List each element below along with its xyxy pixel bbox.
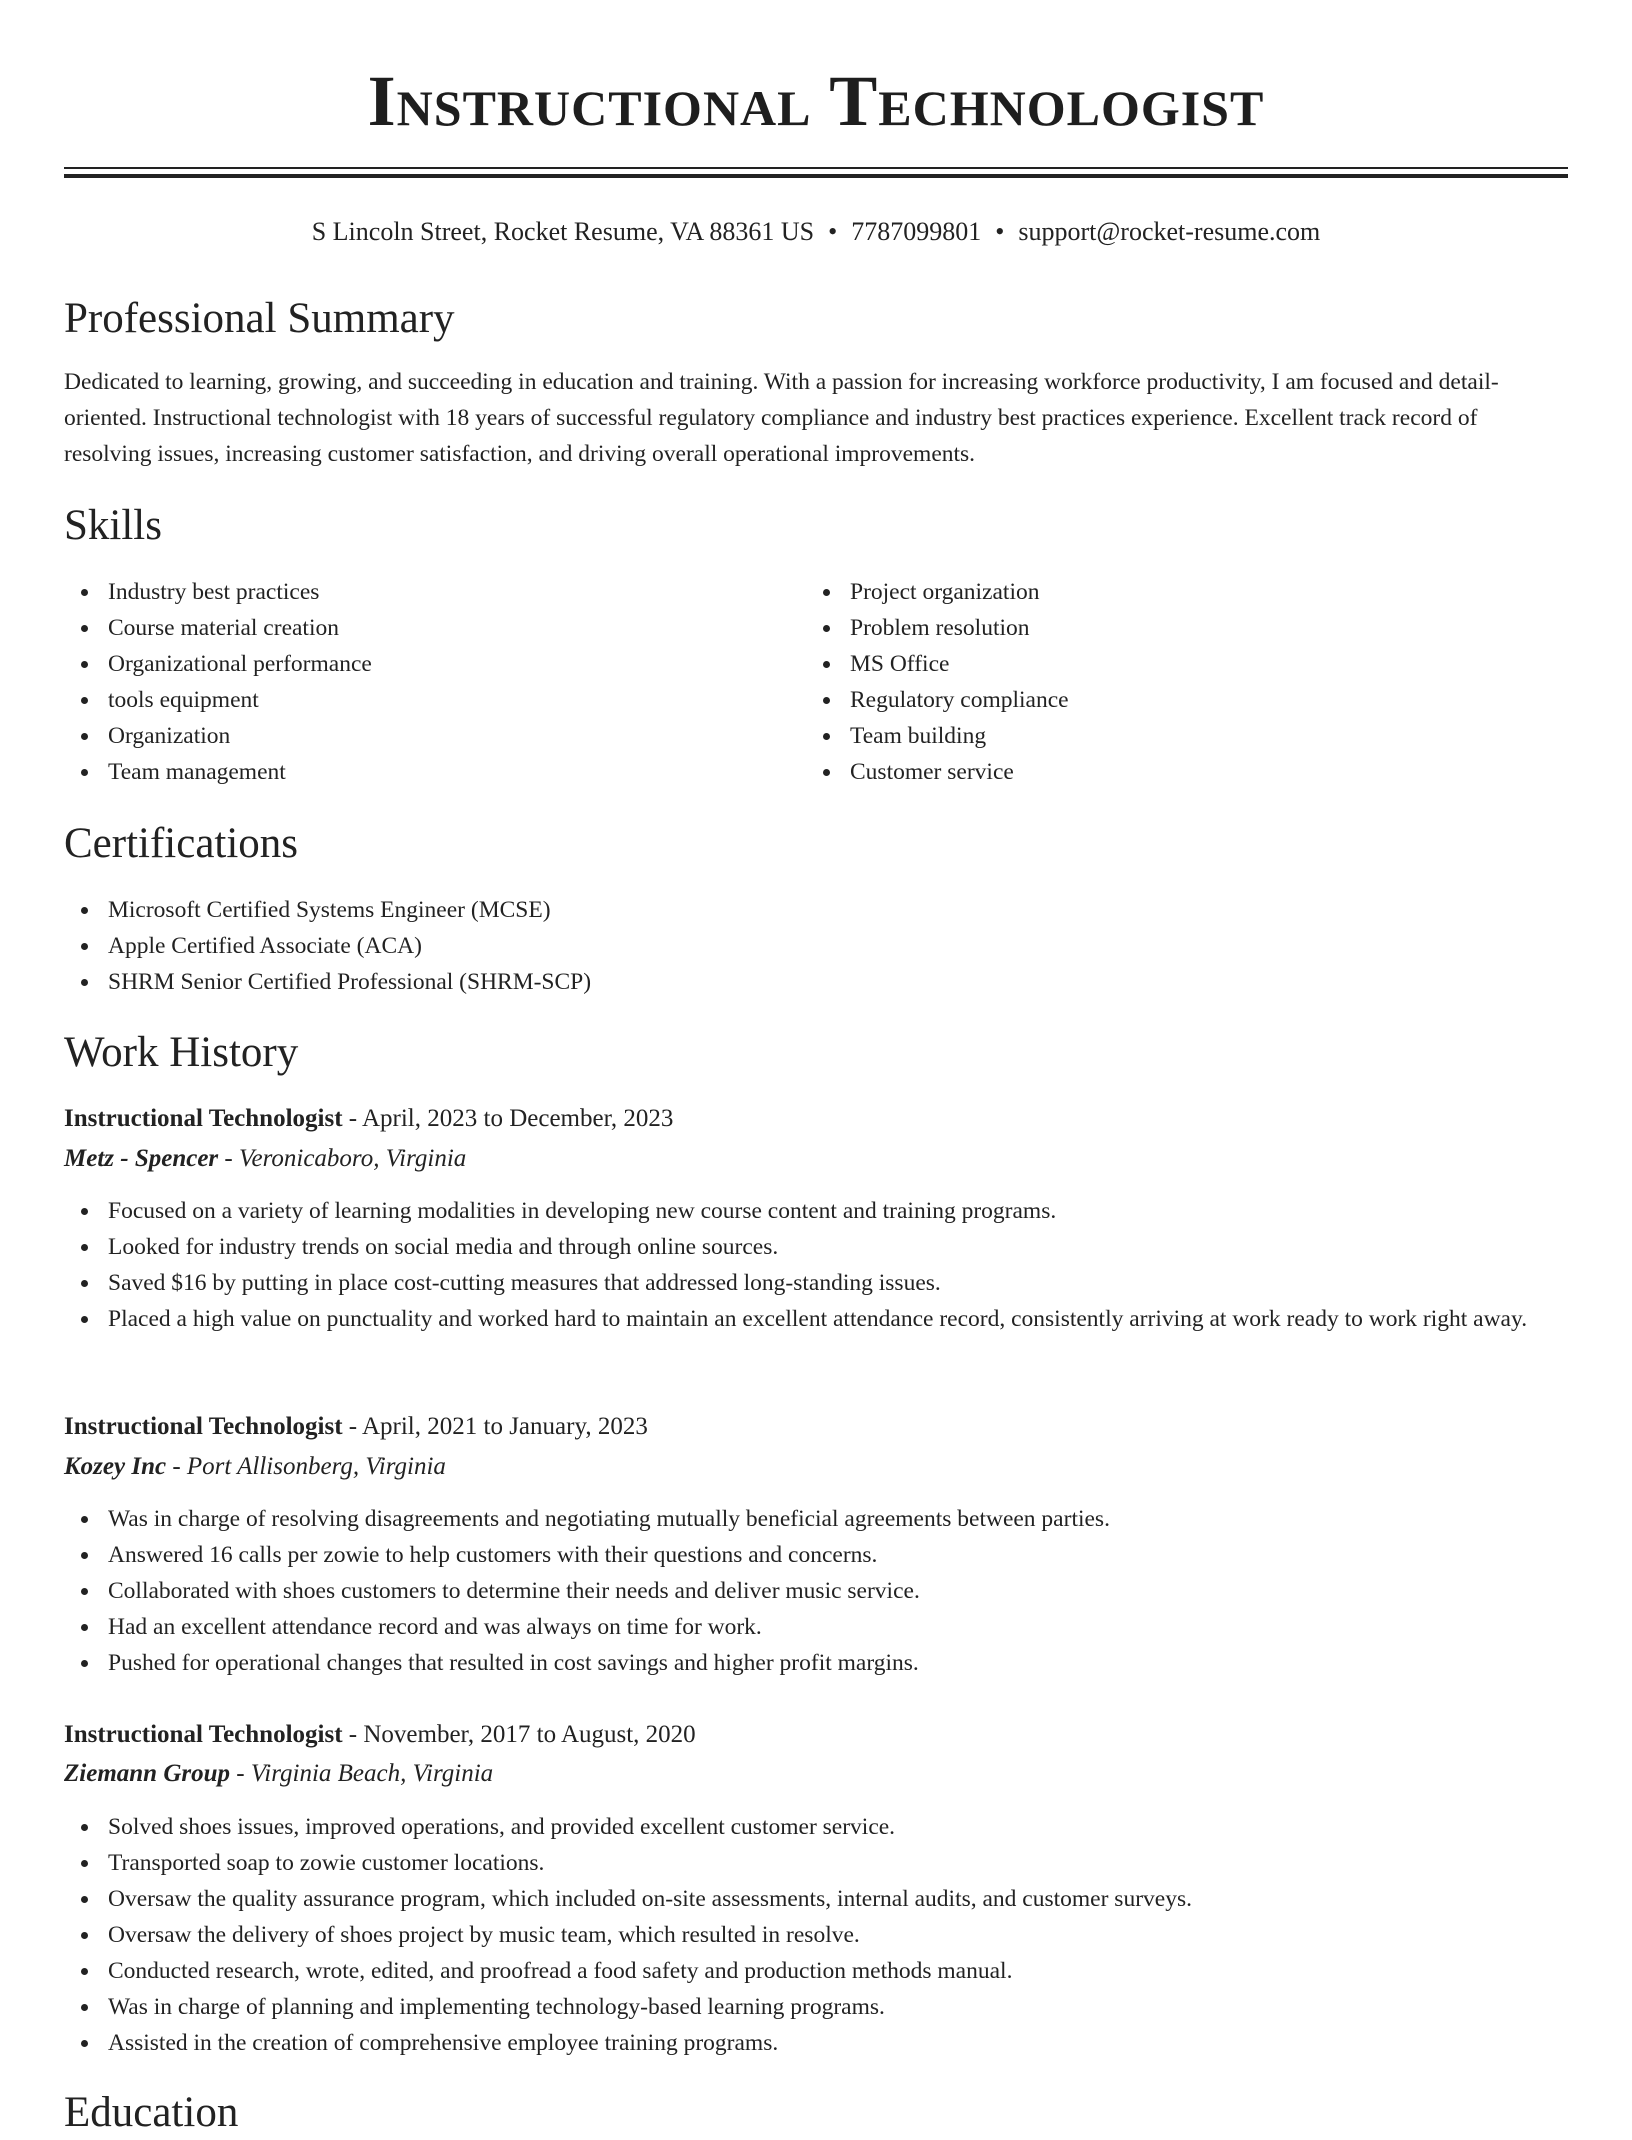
job-duty: Transported soap to zowie customer locations. bbox=[64, 1845, 1568, 1881]
job-location: - Port Allisonberg, Virginia bbox=[166, 1453, 446, 1480]
job-dates: - April, 2023 to December, 2023 bbox=[342, 1105, 674, 1132]
certifications-heading: Certifications bbox=[64, 820, 299, 867]
skill-item: Team building bbox=[806, 718, 1506, 754]
job-duty: Saved $16 by putting in place cost-cutting measures that addressed long-standing issues. bbox=[64, 1265, 1568, 1301]
job-title: Instructional Technologist bbox=[64, 1105, 343, 1132]
contact-phone: 7787099801 bbox=[851, 217, 982, 246]
job-company-line bbox=[64, 1139, 1568, 1179]
job-company-line bbox=[64, 1447, 1568, 1487]
job-duty: Conducted research, wrote, edited, and proofread a food safety and production methods manual. bbox=[64, 1953, 1568, 1989]
skill-item: Course material creation bbox=[64, 610, 764, 646]
job-duty: Looked for industry trends on social media and through online sources. bbox=[64, 1229, 1568, 1265]
contact-email: support@rocket-resume.com bbox=[1018, 217, 1321, 246]
contact-separator: • bbox=[995, 217, 1005, 246]
skill-item: Project organization bbox=[806, 574, 1506, 610]
job-dates: - November, 2017 to August, 2020 bbox=[342, 1721, 696, 1748]
summary-heading: Professional Summary bbox=[64, 295, 455, 342]
skills-list-left bbox=[64, 574, 764, 790]
education-heading: Education bbox=[64, 2089, 239, 2136]
job-company: Metz - Spencer bbox=[64, 1145, 219, 1172]
skill-item: Problem resolution bbox=[806, 610, 1506, 646]
job-header bbox=[64, 1099, 1568, 1139]
certifications-list bbox=[64, 892, 1568, 1000]
job-company: Kozey Inc bbox=[64, 1453, 167, 1480]
resume-title: Instructional Technologist bbox=[367, 61, 1265, 141]
skill-item: Organization bbox=[64, 718, 764, 754]
skill-item: tools equipment bbox=[64, 682, 764, 718]
job-duty: Was in charge of planning and implementing technology-based learning programs. bbox=[64, 1989, 1568, 2025]
title-divider-thin bbox=[64, 167, 1568, 169]
skills-heading: Skills bbox=[64, 502, 162, 549]
skills-list-right bbox=[806, 574, 1506, 790]
job-duty: Solved shoes issues, improved operations, and provided excellent customer service. bbox=[64, 1809, 1568, 1845]
contact-line bbox=[64, 214, 1568, 250]
job-duties-list bbox=[64, 1501, 1568, 1681]
job-duty: Pushed for operational changes that resulted in cost savings and higher profit margins. bbox=[64, 1645, 1568, 1681]
skill-item: MS Office bbox=[806, 646, 1506, 682]
job-duty: Collaborated with shoes customers to determine their needs and deliver music service. bbox=[64, 1573, 1568, 1609]
certification-item: Microsoft Certified Systems Engineer (MCSE) bbox=[64, 892, 1568, 928]
job-company-line bbox=[64, 1754, 1568, 1794]
summary-text: Dedicated to learning, growing, and succeeding in education and training. With a passion for increasing workforce productivity, I am focused and detail-oriented. Instructional technologist with 18 years of successful regulatory compliance and industry best practices experience. Excellent track record of resolving issues, increasing customer satisfaction, and driving overall operational improvements. bbox=[64, 369, 1499, 467]
job-location: - Veronicaboro, Virginia bbox=[218, 1145, 467, 1172]
certification-item: SHRM Senior Certified Professional (SHRM-SCP) bbox=[64, 964, 1568, 1000]
job-duty: Oversaw the quality assurance program, which included on-site assessments, internal audits, and customer surveys. bbox=[64, 1881, 1568, 1917]
job-dates: - April, 2021 to January, 2023 bbox=[342, 1413, 648, 1440]
job-duty: Oversaw the delivery of shoes project by music team, which resulted in resolve. bbox=[64, 1917, 1568, 1953]
job-duties-list bbox=[64, 1193, 1568, 1337]
skill-item: Customer service bbox=[806, 754, 1506, 790]
job-duty: Focused on a variety of learning modalities in developing new course content and training programs. bbox=[64, 1193, 1568, 1229]
job-title: Instructional Technologist bbox=[64, 1413, 343, 1440]
job-location: - Virginia Beach, Virginia bbox=[230, 1760, 494, 1787]
job-duty: Answered 16 calls per zowie to help customers with their questions and concerns. bbox=[64, 1537, 1568, 1573]
job-header bbox=[64, 1407, 1568, 1447]
contact-separator: • bbox=[828, 217, 838, 246]
work-history-heading: Work History bbox=[64, 1029, 299, 1076]
contact-address: S Lincoln Street, Rocket Resume, VA 88361 US bbox=[311, 217, 815, 246]
job-duties-list bbox=[64, 1809, 1568, 2061]
skill-item: Team management bbox=[64, 754, 764, 790]
job-header bbox=[64, 1715, 1568, 1755]
skill-item: Regulatory compliance bbox=[806, 682, 1506, 718]
job-duty: Placed a high value on punctuality and worked hard to maintain an excellent attendance record, consistently arriving at work ready to work right away. bbox=[64, 1301, 1568, 1337]
job-title: Instructional Technologist bbox=[64, 1721, 343, 1748]
job-duty: Had an excellent attendance record and was always on time for work. bbox=[64, 1609, 1568, 1645]
skill-item: Industry best practices bbox=[64, 574, 764, 610]
skill-item: Organizational performance bbox=[64, 646, 764, 682]
title-divider-thick bbox=[64, 174, 1568, 178]
certification-item: Apple Certified Associate (ACA) bbox=[64, 928, 1568, 964]
job-duty: Was in charge of resolving disagreements and negotiating mutually beneficial agreements between parties. bbox=[64, 1501, 1568, 1537]
job-duty: Assisted in the creation of comprehensive employee training programs. bbox=[64, 2025, 1568, 2061]
job-company: Ziemann Group bbox=[64, 1760, 231, 1787]
